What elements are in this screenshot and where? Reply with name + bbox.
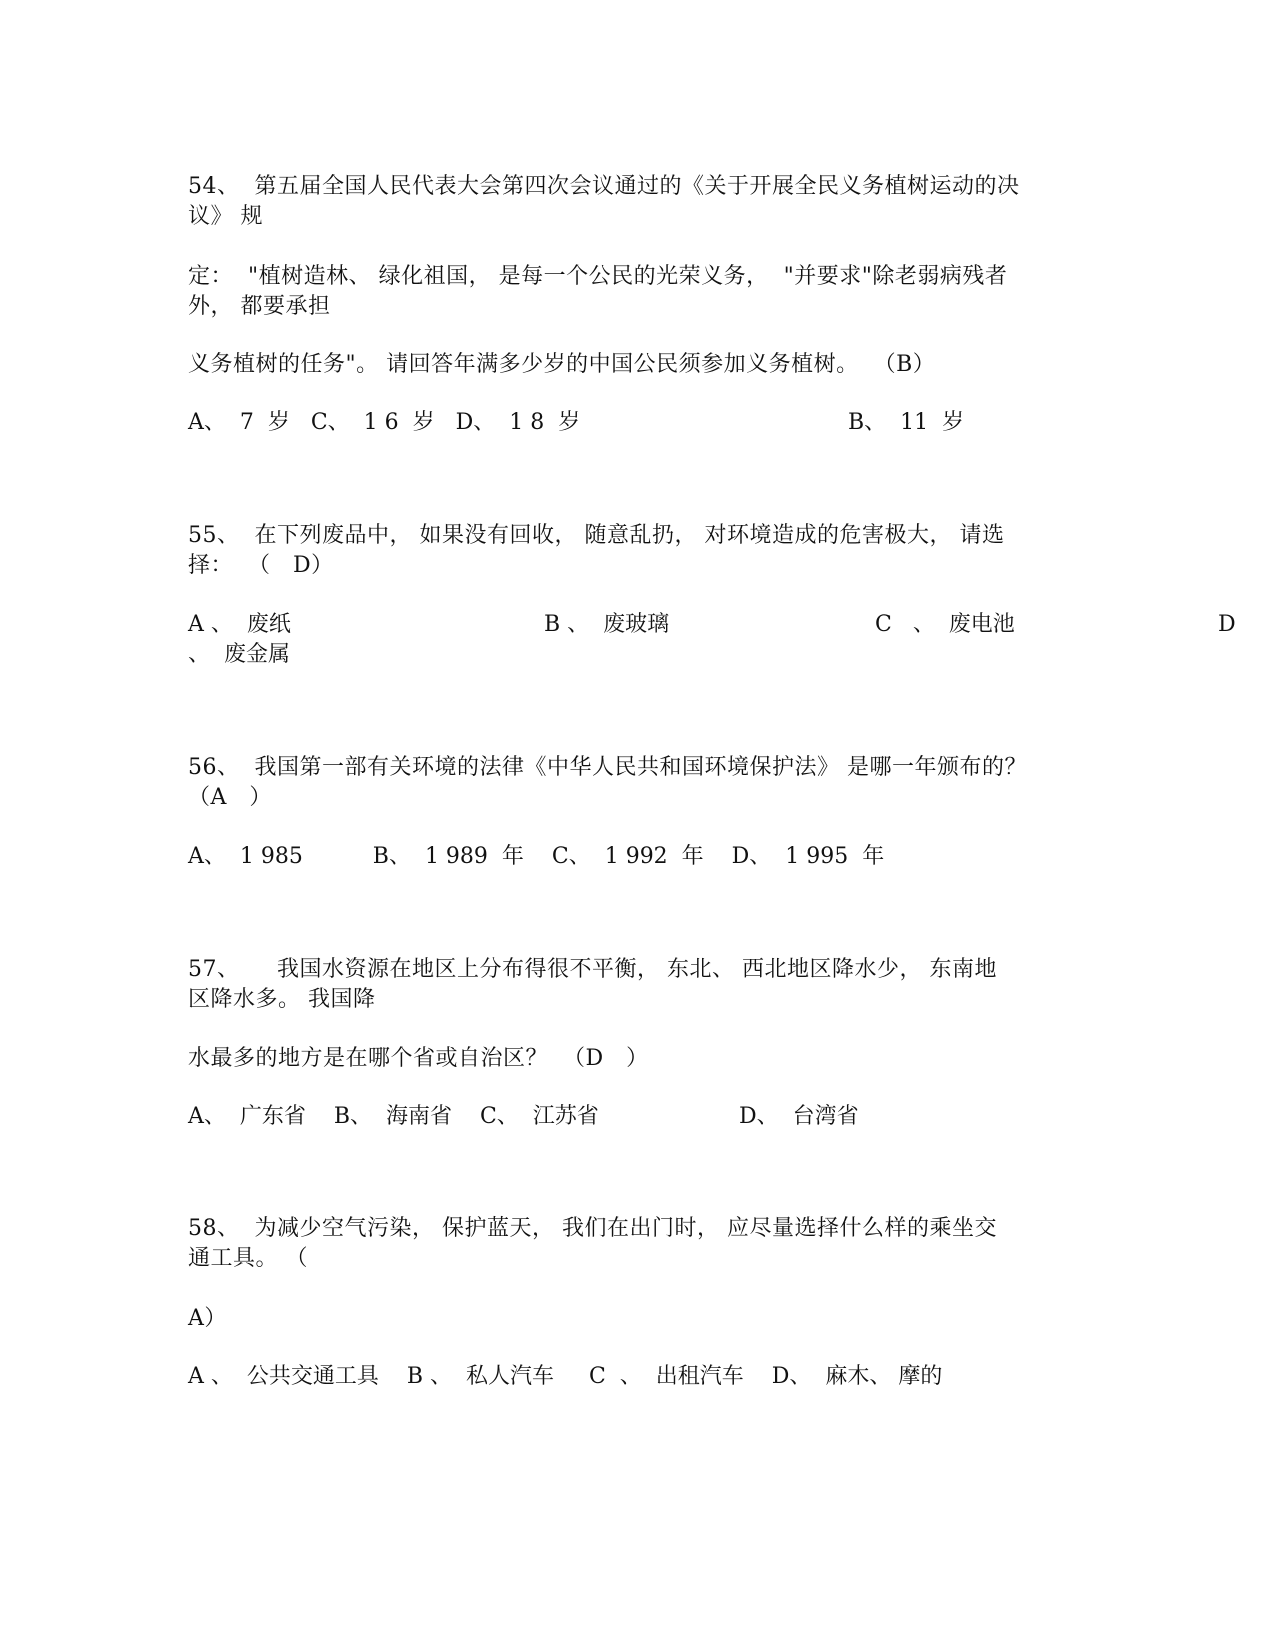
question-55-line-1: 55、 在下列废品中， 如果没有回收， 随意乱扔， 对环境造成的危害极大， 请选 — [188, 523, 1005, 548]
question-57-option-d: D、 台湾省 — [739, 1104, 859, 1129]
question-55-option-d-text: 、 废金属 — [188, 642, 290, 667]
question-58-line-1: 58、 为减少空气污染， 保护蓝天， 我们在出门时， 应尽量选择什么样的乘坐交 — [188, 1216, 997, 1241]
question-55-option-d-letter: D — [1218, 612, 1236, 637]
question-57-line-3: 水最多的地方是在哪个省或自治区？ （D ） — [188, 1046, 649, 1071]
question-54-options: A、 7 岁 C、 1 6 岁 D、 1 8 岁 — [188, 410, 581, 435]
question-56-options: A、 1 985 B、 1 989 年 C、 1 992 年 D、 1 995 年 — [188, 844, 885, 869]
question-54-line-1: 54、 第五届全国人民代表大会第四次会议通过的《关于开展全民义务植树运动的决 — [188, 174, 1020, 199]
question-55-option-c: C 、 废电池 — [875, 612, 1015, 637]
question-57-line-2: 区降水多。 我国降 — [188, 987, 376, 1012]
question-55-line-2: 择： （ D） — [188, 553, 334, 578]
question-58-line-3: A） — [188, 1306, 227, 1331]
question-54-line-4: 外， 都要承担 — [188, 294, 331, 319]
question-54-line-2: 议》 规 — [188, 204, 263, 229]
question-57-options: A、 广东省 B、 海南省 C、 江苏省 — [188, 1104, 599, 1129]
question-56-line-2: （A ） — [188, 785, 272, 810]
question-56-line-1: 56、 我国第一部有关环境的法律《中华人民共和国环境保护法》 是哪一年颁布的？ — [188, 755, 1027, 780]
question-57-line-1: 57、 我国水资源在地区上分布得很不平衡， 东北、 西北地区降水少， 东南地 — [188, 957, 997, 982]
question-54-option-b: B、 11 岁 — [848, 410, 965, 435]
question-55-option-a: A 、 废纸 — [188, 612, 291, 637]
question-58-line-2: 通工具。 （ — [188, 1246, 308, 1271]
question-54-line-5: 义务植树的任务"。 请回答年满多少岁的中国公民须参加义务植树。 （B） — [188, 352, 936, 377]
question-55-option-b: B 、 废玻璃 — [544, 612, 670, 637]
question-54-line-3: 定： "植树造林、 绿化祖国， 是每一个公民的光荣义务， "并要求"除老弱病残者 — [188, 264, 1008, 289]
question-58-options: A 、 公共交通工具 B 、 私人汽车 C 、 出租汽车 D、 麻木、 摩的 — [188, 1364, 943, 1389]
